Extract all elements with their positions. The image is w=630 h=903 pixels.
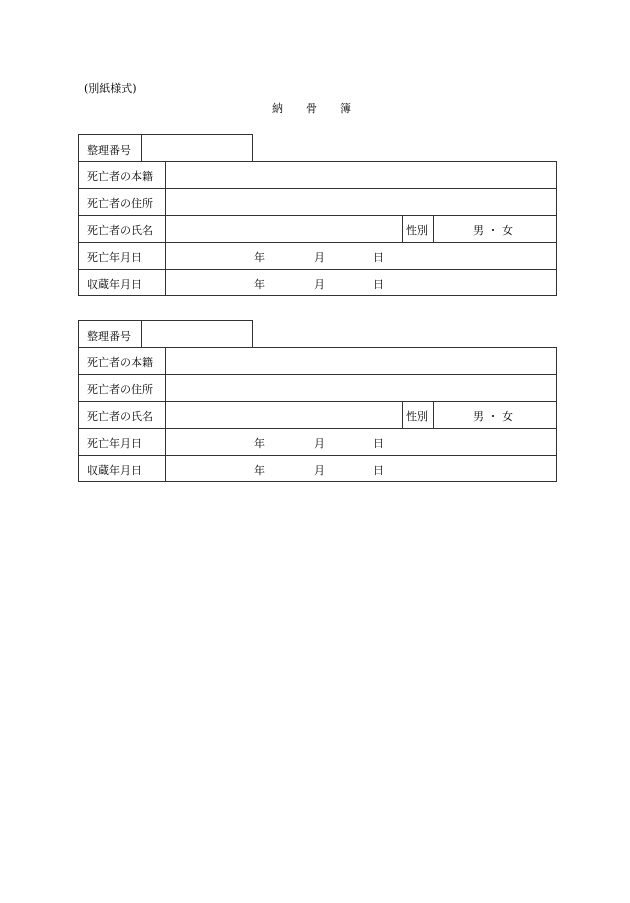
document-title <box>272 100 374 116</box>
column-divider <box>433 401 434 428</box>
record-grid <box>78 347 557 482</box>
record-grid <box>78 161 557 296</box>
year-unit: 年 <box>254 437 265 450</box>
number-input[interactable] <box>142 321 252 347</box>
number-box <box>78 320 253 348</box>
title-char: 納 <box>272 102 283 115</box>
row-divider <box>79 428 556 429</box>
row-divider <box>79 215 556 216</box>
column-divider <box>433 215 434 242</box>
honseki-label: 死亡者の本籍 <box>87 170 153 183</box>
row-divider <box>79 242 556 243</box>
gender-options[interactable]: 男 ・ 女 <box>473 224 513 237</box>
number-input[interactable] <box>142 135 252 161</box>
month-unit: 月 <box>314 464 325 477</box>
address-label: 死亡者の住所 <box>87 197 153 210</box>
month-unit: 月 <box>314 278 325 291</box>
row-divider <box>79 374 556 375</box>
day-unit: 日 <box>373 251 384 264</box>
address-label: 死亡者の住所 <box>87 383 153 396</box>
column-divider <box>165 162 166 295</box>
gender-label: 性別 <box>406 410 428 423</box>
day-unit: 日 <box>373 464 384 477</box>
column-divider <box>402 401 403 428</box>
death-date-label: 死亡年月日 <box>87 437 142 450</box>
storage-date-label: 収蔵年月日 <box>87 464 142 477</box>
form-note: (別紙様式) <box>84 82 137 95</box>
name-label: 死亡者の氏名 <box>87 224 153 237</box>
day-unit: 日 <box>373 278 384 291</box>
gender-label: 性別 <box>406 224 428 237</box>
row-divider <box>79 269 556 270</box>
month-unit: 月 <box>314 251 325 264</box>
column-divider <box>402 215 403 242</box>
title-char: 骨 <box>306 102 317 115</box>
row-divider <box>79 188 556 189</box>
year-unit: 年 <box>254 464 265 477</box>
gender-options[interactable]: 男 ・ 女 <box>473 410 513 423</box>
number-label: 整理番号 <box>87 144 131 157</box>
name-label: 死亡者の氏名 <box>87 410 153 423</box>
month-unit: 月 <box>314 437 325 450</box>
year-unit: 年 <box>254 251 265 264</box>
year-unit: 年 <box>254 278 265 291</box>
row-divider <box>79 455 556 456</box>
title-char: 簿 <box>340 102 351 115</box>
storage-date-label: 収蔵年月日 <box>87 278 142 291</box>
column-divider <box>165 348 166 481</box>
day-unit: 日 <box>373 437 384 450</box>
number-label: 整理番号 <box>87 330 131 343</box>
row-divider <box>79 401 556 402</box>
honseki-label: 死亡者の本籍 <box>87 356 153 369</box>
number-box <box>78 134 253 162</box>
death-date-label: 死亡年月日 <box>87 251 142 264</box>
